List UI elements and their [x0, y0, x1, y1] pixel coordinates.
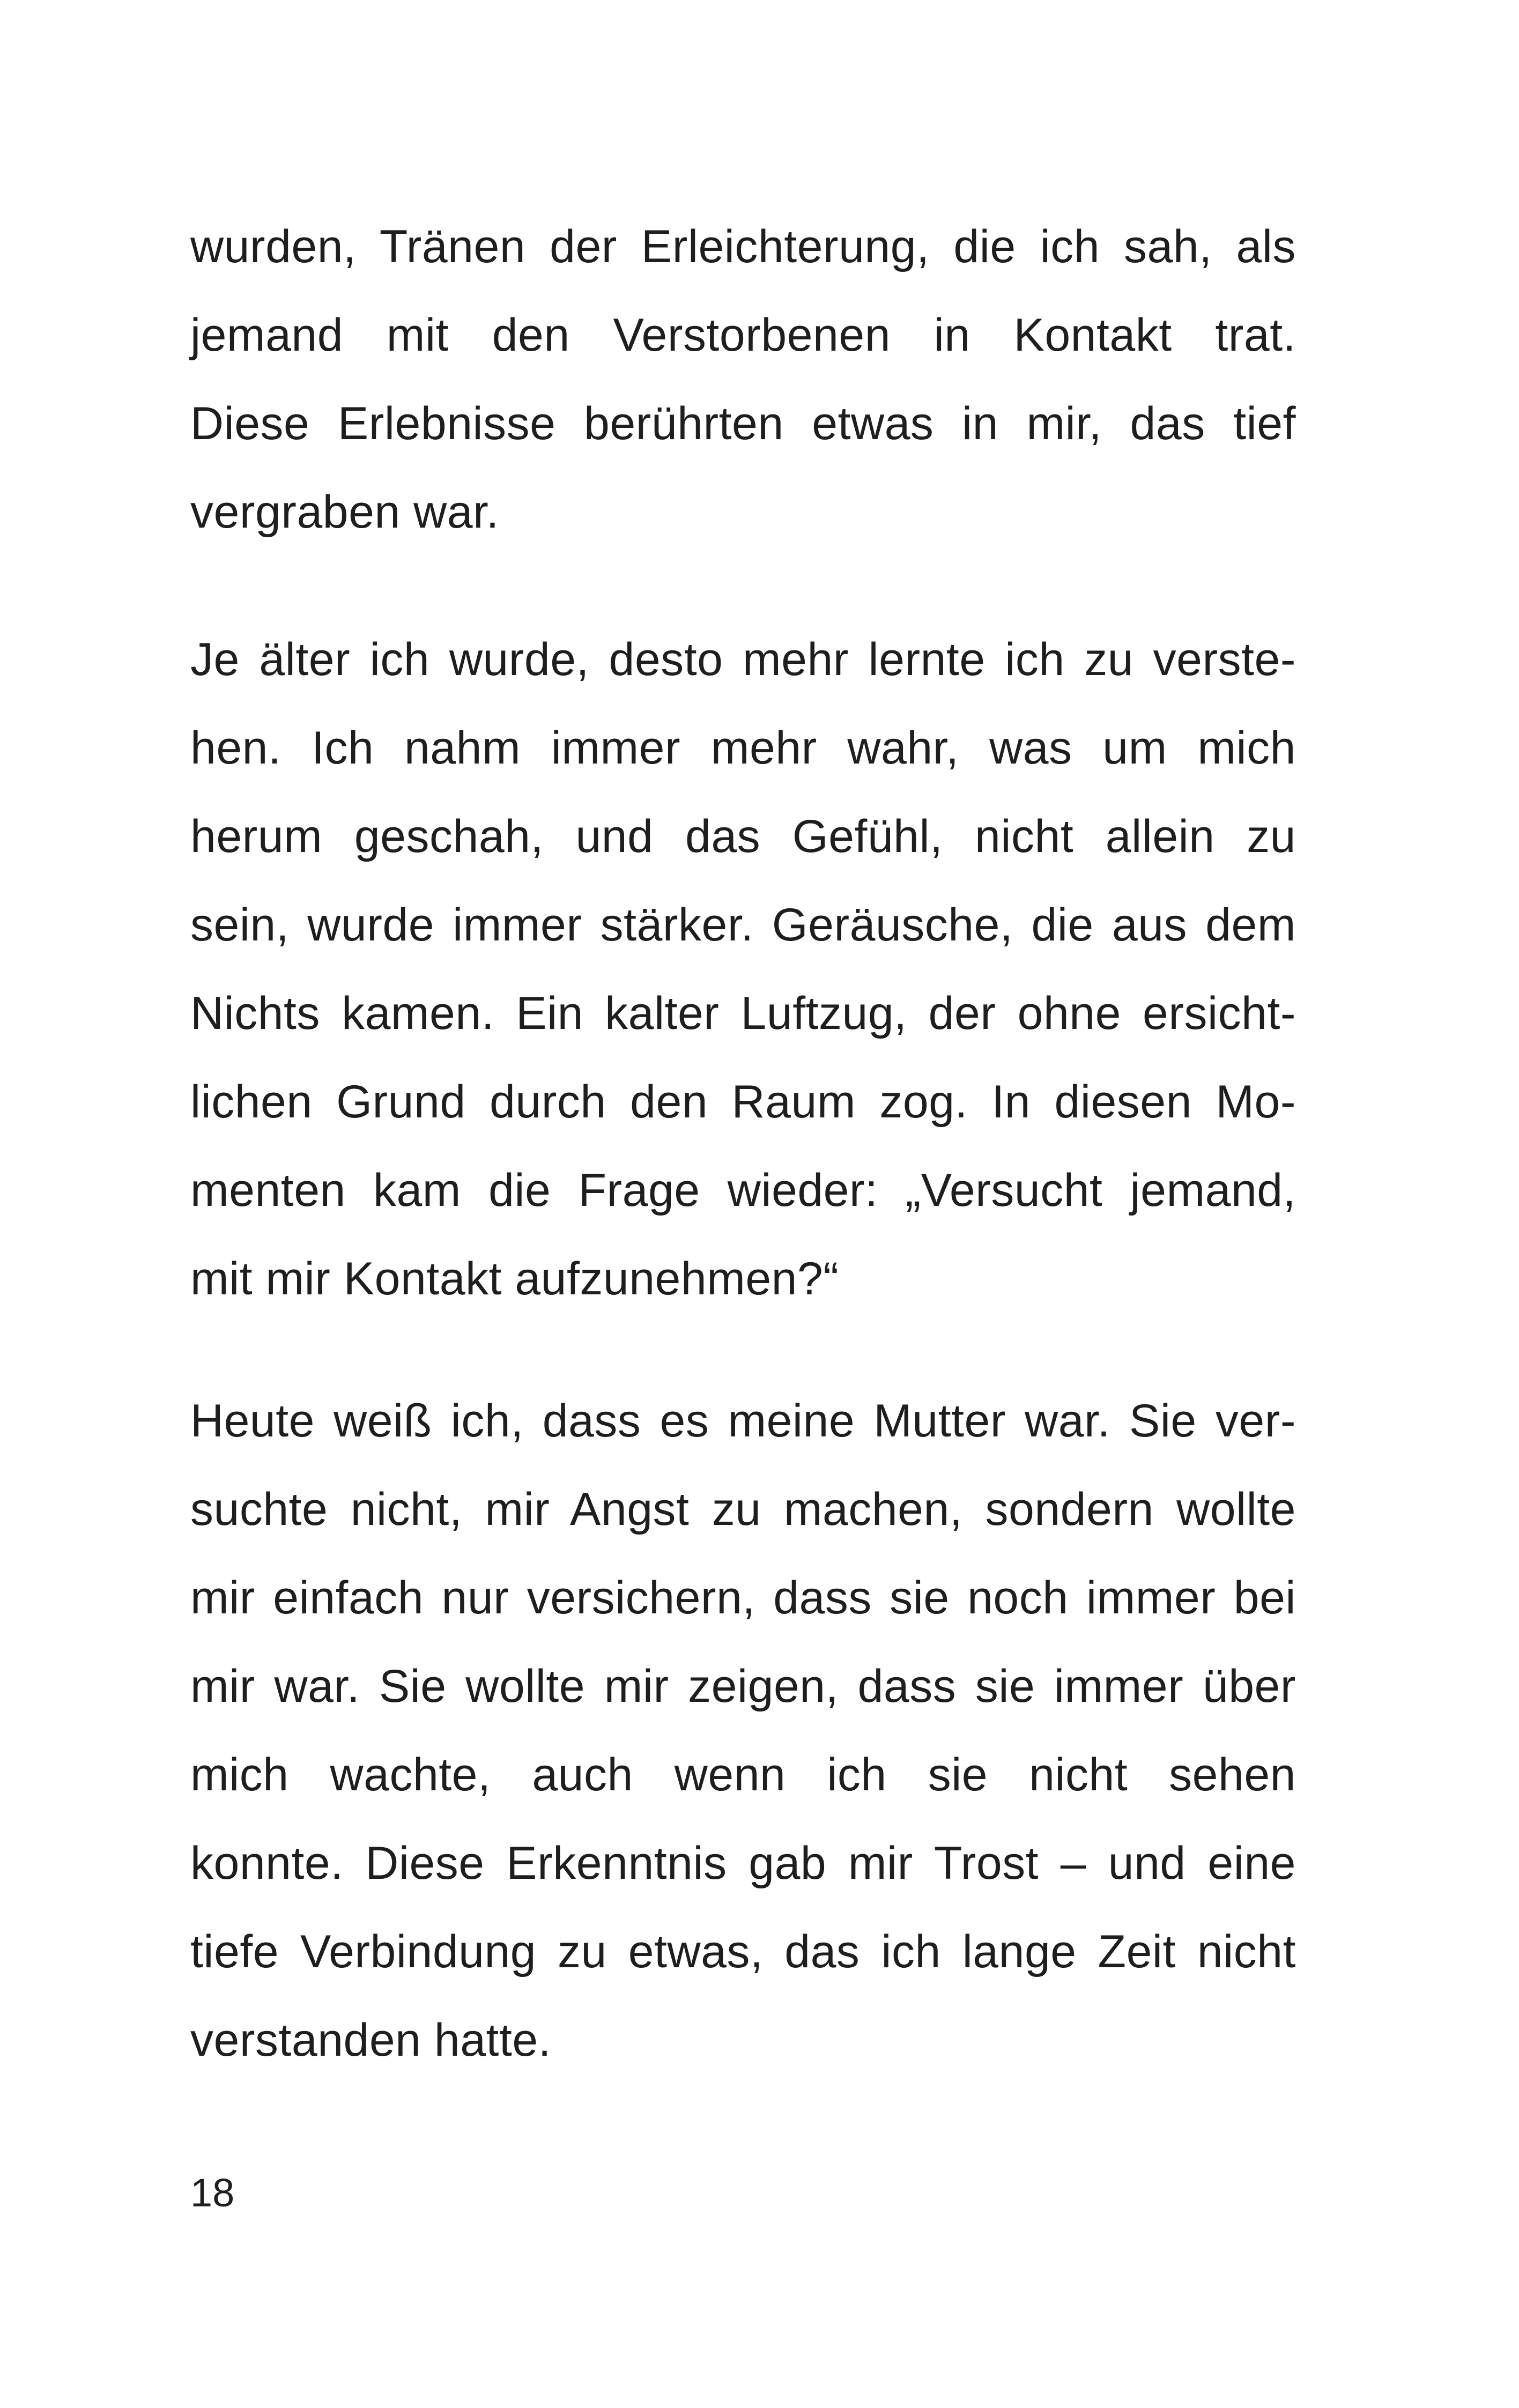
text-line: suchte nicht, mir Angst zu machen, sondern wollte	[190, 1484, 1296, 1535]
text-line: mit mir Kontakt aufzunehmen?“	[190, 1253, 839, 1305]
text-line: Heute weiß ich, dass es meine Mutter war. Sie ver-	[190, 1395, 1296, 1447]
text-line: sein, wurde immer stärker. Geräusche, die aus dem	[190, 899, 1296, 951]
text-line: verstanden hatte.	[190, 2014, 552, 2066]
text-line: mir war. Sie wollte mir zeigen, dass sie immer über	[190, 1661, 1296, 1712]
page-number: 18	[190, 2170, 235, 2215]
text-line: mir einfach nur versichern, dass sie noch immer bei	[190, 1572, 1296, 1624]
text-line: wurden, Tränen der Erleichterung, die ich sah, als	[190, 221, 1296, 272]
text-line: mich wachte, auch wenn ich sie nicht sehen	[190, 1749, 1296, 1801]
text-line: Diese Erlebnisse berührten etwas in mir, das tief	[190, 398, 1296, 449]
text-line: tiefe Verbindung zu etwas, das ich lange Zeit nicht	[190, 1926, 1296, 1977]
text-line: jemand mit den Verstorbenen in Kontakt trat.	[190, 309, 1296, 361]
text-line: lichen Grund durch den Raum zog. In diesen Mo-	[190, 1076, 1296, 1128]
text-line: vergraben war.	[190, 486, 499, 538]
text-line: herum geschah, und das Gefühl, nicht allein zu	[190, 811, 1296, 862]
text-line: Je älter ich wurde, desto mehr lernte ich zu verste-	[190, 634, 1296, 685]
text-line: konnte. Diese Erkenntnis gab mir Trost – und eine	[190, 1838, 1296, 1889]
text-line: menten kam die Frage wieder: „Versucht jemand,	[190, 1165, 1296, 1216]
text-line: Nichts kamen. Ein kalter Luftzug, der ohne ersicht-	[190, 988, 1296, 1039]
text-line: hen. Ich nahm immer mehr wahr, was um mich	[190, 722, 1296, 774]
